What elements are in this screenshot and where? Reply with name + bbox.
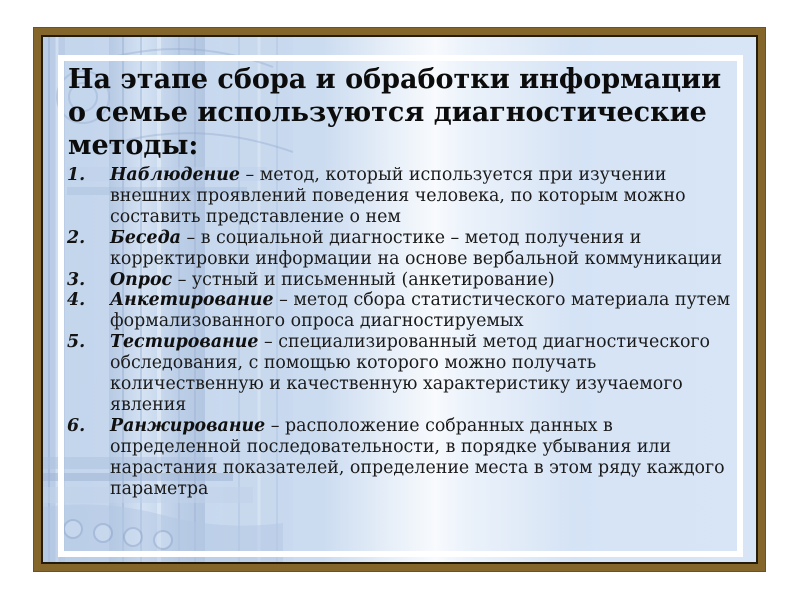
item-text bbox=[110, 228, 737, 270]
list-item bbox=[64, 416, 737, 500]
item-number: 3. bbox=[67, 269, 86, 290]
list-item bbox=[64, 165, 737, 228]
method-term: Тестирование bbox=[110, 332, 259, 353]
method-description: – расположение собранных данных в определенной последовательности, в порядке убывания или нарастания показателей, определение места в этом ряду каждого параметра bbox=[110, 415, 725, 499]
list-item bbox=[64, 270, 737, 291]
methods-list bbox=[64, 165, 737, 500]
item-text bbox=[110, 270, 737, 291]
item-number: 1. bbox=[67, 165, 86, 185]
method-description: – устный и письменный (анкетирование) bbox=[177, 269, 555, 290]
item-number: 5. bbox=[67, 332, 86, 353]
method-description: – метод, который используется при изучении внешних проявлений поведения человека, по которым можно составить представление о нем bbox=[110, 165, 686, 227]
slide bbox=[33, 27, 766, 572]
item-text bbox=[110, 332, 737, 416]
item-text bbox=[110, 165, 737, 228]
method-term: Анкетирование bbox=[110, 290, 274, 311]
item-number: 2. bbox=[67, 227, 86, 248]
list-item bbox=[64, 332, 737, 416]
slide-title: На этапе сбора и обработки информации о семье используются диагностические методы: bbox=[68, 64, 722, 161]
content-frame bbox=[58, 55, 743, 557]
method-description: – метод сбора статистического материала путем формализованного опроса диагностируемых bbox=[110, 290, 731, 332]
method-term: Наблюдение bbox=[110, 165, 240, 185]
slide-background bbox=[41, 35, 758, 564]
item-number: 6. bbox=[67, 415, 86, 436]
item-text bbox=[110, 290, 737, 332]
item-number: 4. bbox=[67, 290, 86, 311]
item-text bbox=[110, 416, 737, 500]
method-term: Беседа bbox=[110, 227, 181, 248]
method-term: Опрос bbox=[110, 269, 173, 290]
method-description: – специализированный метод диагностического обследования, с помощью которого можно получать количественную и качественную характеристику изучаемого явления bbox=[110, 332, 711, 415]
content-area bbox=[64, 61, 737, 551]
method-description: – в социальной диагностике – метод получения и корректировки информации на основе вербальной коммуникации bbox=[110, 227, 723, 269]
list-item bbox=[64, 228, 737, 270]
list-item bbox=[64, 290, 737, 332]
method-term: Ранжирование bbox=[110, 415, 266, 436]
